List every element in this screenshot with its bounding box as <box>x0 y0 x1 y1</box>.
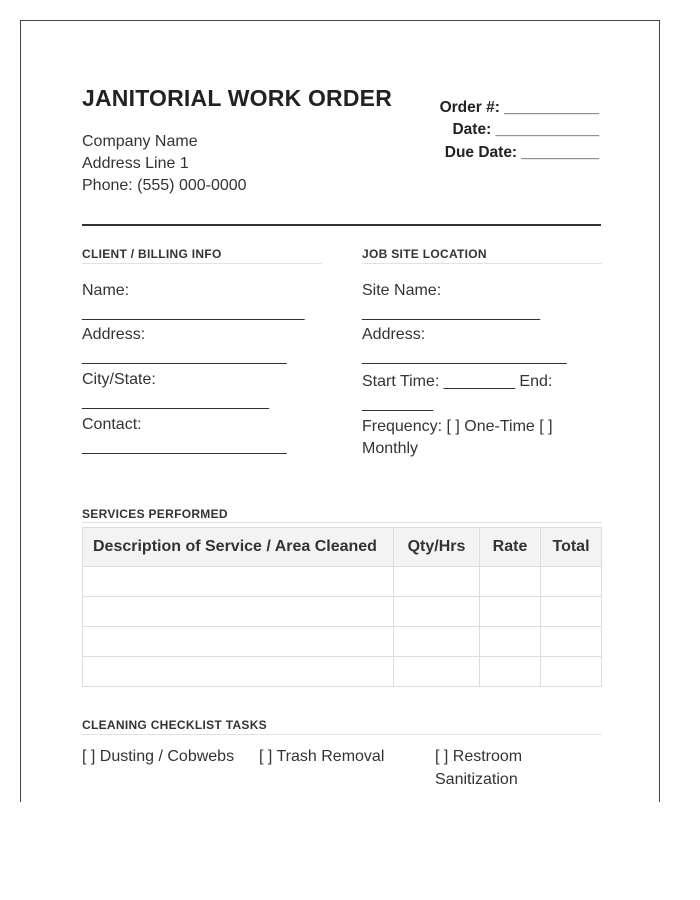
client-name-label: Name: <box>82 282 130 299</box>
services-table-header <box>83 528 602 567</box>
total-cell[interactable] <box>541 567 602 597</box>
checklist-item-dusting[interactable]: [ ] Dusting / Cobwebs <box>82 748 235 765</box>
company-name: Company Name <box>82 133 198 150</box>
client-address-label: Address: <box>82 326 146 343</box>
client-section-rule <box>82 263 322 264</box>
site-section-heading: JOB SITE LOCATION <box>362 247 487 261</box>
qty-cell[interactable] <box>394 657 480 687</box>
client-city-label: City/State: <box>82 371 156 388</box>
total-cell[interactable] <box>541 627 602 657</box>
header-divider <box>82 224 601 226</box>
column-header-qty: Qty/Hrs <box>394 528 480 567</box>
client-contact-field[interactable]: _______________________ <box>82 438 287 455</box>
services-section-heading: SERVICES PERFORMED <box>82 507 228 521</box>
services-table <box>82 527 602 687</box>
client-contact-label: Contact: <box>82 416 142 433</box>
table-row <box>83 567 602 597</box>
client-city-field[interactable]: _____________________ <box>82 393 269 410</box>
qty-cell[interactable] <box>394 597 480 627</box>
column-header-total: Total <box>541 528 602 567</box>
qty-cell[interactable] <box>394 627 480 657</box>
rate-cell[interactable] <box>480 627 541 657</box>
rate-cell[interactable] <box>480 567 541 597</box>
company-phone: Phone: (555) 000-0000 <box>82 177 247 194</box>
site-frequency-options[interactable]: Frequency: [ ] One-Time [ ] Monthly <box>362 418 553 457</box>
column-header-description: Description of Service / Area Cleaned <box>83 528 394 567</box>
site-name-field[interactable]: ____________________ <box>362 304 540 321</box>
table-row <box>83 627 602 657</box>
client-address-field[interactable]: _______________________ <box>82 348 287 365</box>
site-address-field[interactable]: _______________________ <box>362 348 567 365</box>
description-cell[interactable] <box>83 567 394 597</box>
table-row <box>83 657 602 687</box>
client-name-field[interactable]: _________________________ <box>82 304 305 321</box>
table-row <box>83 597 602 627</box>
site-time-fields[interactable]: Start Time: ________ End: ________ <box>362 373 553 412</box>
description-cell[interactable] <box>83 627 394 657</box>
total-cell[interactable] <box>541 597 602 627</box>
qty-cell[interactable] <box>394 567 480 597</box>
site-name-label: Site Name: <box>362 282 442 299</box>
site-address-label: Address: <box>362 326 426 343</box>
client-section-heading: CLIENT / BILLING INFO <box>82 247 222 261</box>
services-section-rule <box>82 522 602 523</box>
company-address: Address Line 1 <box>82 155 189 172</box>
order-number-field[interactable]: Order #: ___________ <box>439 99 599 116</box>
checklist-item-trash[interactable]: [ ] Trash Removal <box>259 748 385 765</box>
due-date-field[interactable]: Due Date: _________ <box>444 144 599 161</box>
column-header-rate: Rate <box>480 528 541 567</box>
description-cell[interactable] <box>83 597 394 627</box>
rate-cell[interactable] <box>480 597 541 627</box>
checklist-section-heading: CLEANING CHECKLIST TASKS <box>82 718 267 732</box>
checklist-item-restroom[interactable]: [ ] Restroom Sanitization <box>435 748 523 788</box>
date-field[interactable]: Date: ____________ <box>452 121 599 138</box>
rate-cell[interactable] <box>480 657 541 687</box>
description-cell[interactable] <box>83 657 394 687</box>
total-cell[interactable] <box>541 657 602 687</box>
document-title: JANITORIAL WORK ORDER <box>82 85 393 111</box>
site-section-rule <box>362 263 602 264</box>
work-order-page <box>20 20 660 802</box>
checklist-section-rule <box>82 734 602 735</box>
